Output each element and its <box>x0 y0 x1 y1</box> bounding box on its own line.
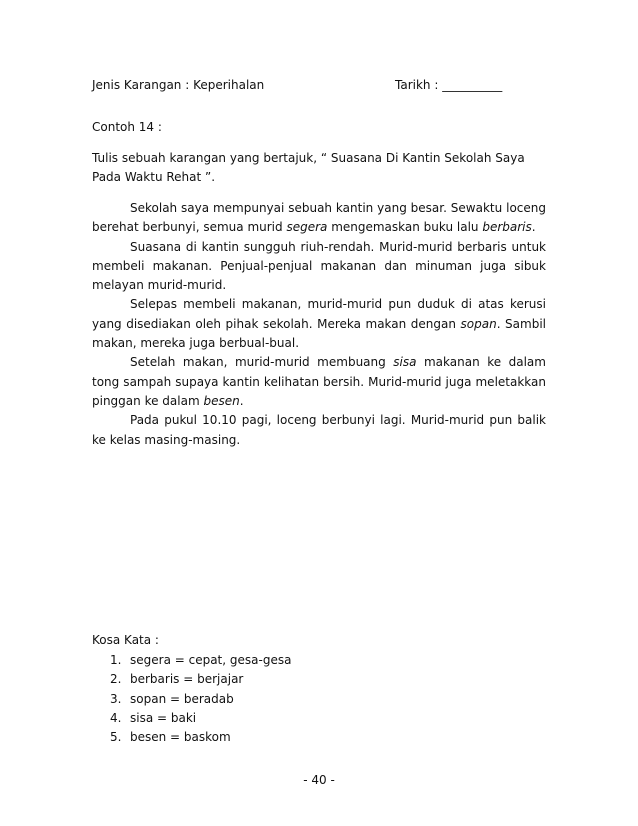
essay-prompt: Tulis sebuah karangan yang bertajuk, “ Suasana Di Kantin Sekolah Saya Pada Waktu Rehat ”. <box>92 151 525 184</box>
jenis-karangan: Jenis Karangan : Keperihalan <box>92 78 265 92</box>
list-item: 3. sopan = beradab <box>110 691 234 706</box>
page-number: - 40 - <box>303 773 335 787</box>
paragraph-3: Selepas membeli makanan, murid-murid pun duduk di atas kerusi yang disediakan oleh pihak sekolah. Mereka makan dengan sopan. Sambil makan, mereka juga berbual-bual. <box>92 297 547 351</box>
paragraph-1: Sekolah saya mempunyai sebuah kantin yang besar. Sewaktu loceng berehat berbunyi, semua murid segera mengemaskan buku lalu berbaris. <box>92 201 546 235</box>
list-item: 4. sisa = baki <box>110 710 197 725</box>
vocabulary-title: Kosa Kata : <box>92 633 159 647</box>
paragraph-2: Suasana di kantin sungguh riuh-rendah. Murid-murid berbaris untuk membeli makanan. Penjual-penjual makanan dan minuman juga sibuk melayan murid-murid. <box>92 239 546 293</box>
vocabulary-list <box>110 651 291 747</box>
list-item: 2. berbaris = berjajar <box>110 672 244 687</box>
tarikh-field: Tarikh : __________ <box>395 78 503 92</box>
list-item: 1. segera = cepat, gesa-gesa <box>110 653 292 667</box>
paragraph-4: Setelah makan, murid-murid membuang sisa makanan ke dalam tong sampah supaya kantin kelihatan bersih. Murid-murid juga meletakkan pinggan ke dalam besen. <box>92 355 546 408</box>
example-number: Contoh 14 : <box>92 120 162 134</box>
header-row <box>92 78 546 98</box>
list-item: 5. besen = baskom <box>110 730 231 745</box>
essay-body <box>92 199 546 450</box>
paragraph-5: Pada pukul 10.10 pagi, loceng berbunyi lagi. Murid-murid pun balik ke kelas masing-masing. <box>92 413 546 447</box>
